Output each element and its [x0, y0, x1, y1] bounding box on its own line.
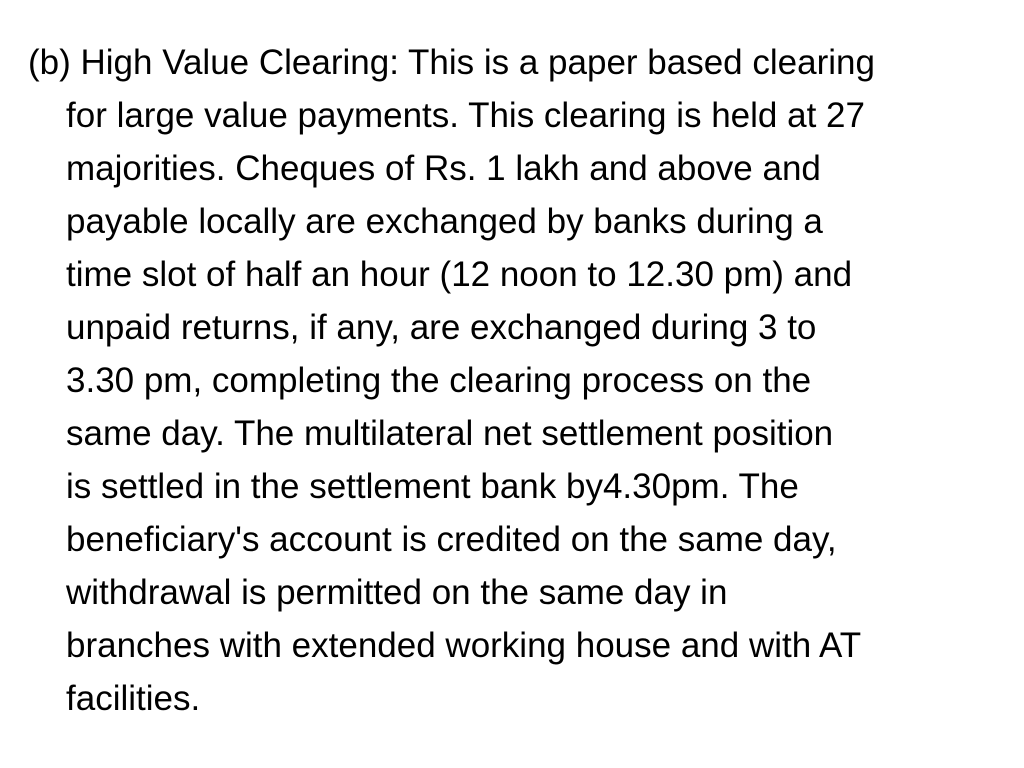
paragraph-line: unpaid returns, if any, are exchanged during 3 to	[66, 308, 817, 347]
paragraph-line: facilities.	[66, 679, 201, 718]
paragraph-line: withdrawal is permitted on the same day in	[66, 573, 728, 612]
paragraph-line: time slot of half an hour (12 noon to 12.30 pm) and	[66, 255, 853, 294]
paragraph-line: majorities. Cheques of Rs. 1 lakh and above and	[66, 149, 821, 188]
paragraph-line: 3.30 pm, completing the clearing process on the	[66, 361, 812, 400]
paragraph-line: same day. The multilateral net settlement position	[66, 414, 834, 453]
paragraph-line: is settled in the settlement bank by4.30pm. The	[66, 467, 799, 506]
paragraph-line: branches with extended working house and with AT	[66, 626, 862, 665]
paragraph-line: beneficiary's account is credited on the same day,	[66, 520, 837, 559]
paragraph-line: (b) High Value Clearing: This is a paper based clearing	[28, 43, 875, 82]
body-paragraph	[28, 36, 875, 725]
paragraph-line: for large value payments. This clearing is held at 27	[66, 96, 865, 135]
paragraph-line: payable locally are exchanged by banks during a	[66, 202, 823, 241]
